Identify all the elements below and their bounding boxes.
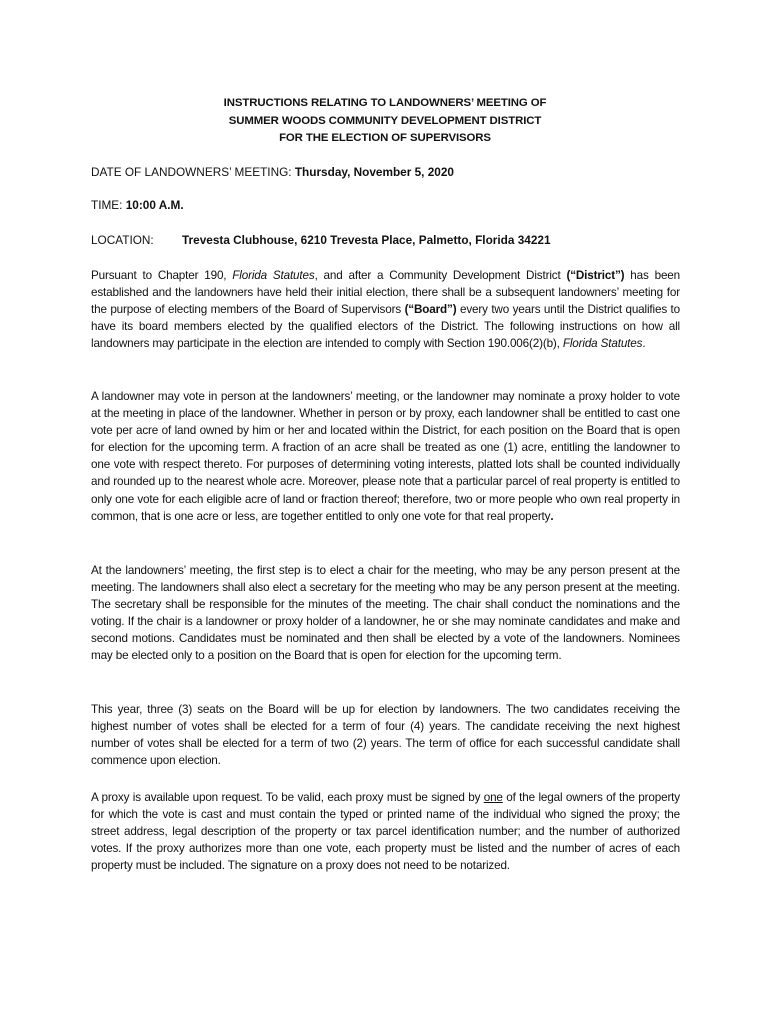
paragraph-3: At the landowners’ meeting, the first step is to elect a chair for the meeting, who may be any person present at the meeting. The landowners shall also elect a secretary for the meeting who may be any person present at the meeting. The secretary shall be responsible for the minutes of the meeting. The chair shall conduct the nominations and the voting. If the chair is a landowner or proxy holder of a landowner, he or she may nominate candidates and make and second motions. Candidates must be nominated and then shall be elected by a vote of the landowners. Nominees may be elected only to a position on the Board that is open for election for the upcoming term.	[91, 564, 680, 663]
p5-text-a: A proxy is available upon request. To be valid, each proxy must be signed by	[91, 791, 484, 804]
meeting-time-label: TIME:	[91, 198, 123, 212]
p1-italic-statutes-2: Florida Statutes	[562, 337, 643, 351]
meeting-date-label: DATE OF LANDOWNERS’ MEETING:	[91, 165, 292, 179]
title-line-2: SUMMER WOODS COMMUNITY DEVELOPMENT DISTRICT	[228, 114, 542, 127]
p1-bold-district: (“District”)	[566, 269, 625, 282]
meeting-location-value: Trevesta Clubhouse, 6210 Trevesta Place, Palmetto, Florida 34221	[182, 233, 551, 247]
meeting-date	[91, 165, 454, 180]
meeting-date-value: Thursday, November 5, 2020	[294, 165, 454, 179]
p1-bold-board: (“Board”)	[404, 303, 457, 317]
meeting-location-label: LOCATION:	[91, 233, 154, 247]
p1-text-i: .	[642, 337, 646, 351]
p5-text-c: of the legal owners of the property for which the vote is cast and must contain the typed or printed name of the individual who signed the proxy; the street address, legal description of the property or tax parcel identification number; and the number of authorized votes. If the proxy authorizes more than one vote, each property must be listed and the number of acres of each property must be included. The signature on a proxy does not need to be notarized.	[91, 791, 680, 873]
meeting-time	[91, 198, 184, 213]
paragraph-2	[91, 388, 680, 525]
title-line-1: INSTRUCTIONS RELATING TO LANDOWNERS’ MEETING OF	[223, 97, 547, 109]
p1-text-a: Pursuant to Chapter 190,	[91, 269, 233, 282]
meeting-time-value: 10:00 A.M.	[125, 198, 184, 212]
p2-text: A landowner may vote in person at the landowners’ meeting, or the landowner may nominate a proxy holder to vote at the meeting in place of the landowner. Whether in person or by proxy, each landowner shall be entitled to cast one vote per acre of land owned by him or her and located within the District, for each position on the Board that is open for election for the upcoming term. A fraction of an acre shall be treated as one (1) acre, entitling the landowner to one vote with respect thereto. For purposes of determining voting interests, platted lots shall be counted individually and rounded up to the nearest whole acre. Moreover, please note that a particular parcel of real property is entitled to only one vote for each eligible acre of land or fraction thereof; therefore, two or more people who own real property in common, that is one acre or less, are together entitled to only one vote for that real property	[91, 390, 680, 523]
p1-italic-statutes: Florida Statutes	[232, 269, 315, 282]
p2-bold-period: .	[550, 509, 554, 523]
paragraph-1	[91, 267, 680, 352]
title-line-3: FOR THE ELECTION OF SUPERVISORS	[279, 132, 491, 144]
p1-text-g: every two years until the District qualifies to have its board members elected by the qualified electors of the District. The following instructions on how all landowners may participate in the election are intended to comply with Section 190.006(2)(b),	[91, 303, 680, 351]
p1-text-c: , and after a Community Development District	[314, 269, 567, 282]
document-title	[0, 95, 770, 148]
p5-underline-one: one	[483, 791, 503, 804]
p1-text-e: has been established and the landowners have held their initial election, there shall be a subsequent landowners’ meeting for the purpose of electing members of the Board of Supervisors	[91, 269, 680, 317]
paragraph-5	[91, 789, 680, 874]
paragraph-4: This year, three (3) seats on the Board will be up for election by landowners. The two candidates receiving the highest number of votes shall be elected for a term of four (4) years. The candidate receiving the next highest number of votes shall be elected for a term of two (2) years. The term of office for each successful candidate shall commence upon election.	[91, 703, 680, 768]
